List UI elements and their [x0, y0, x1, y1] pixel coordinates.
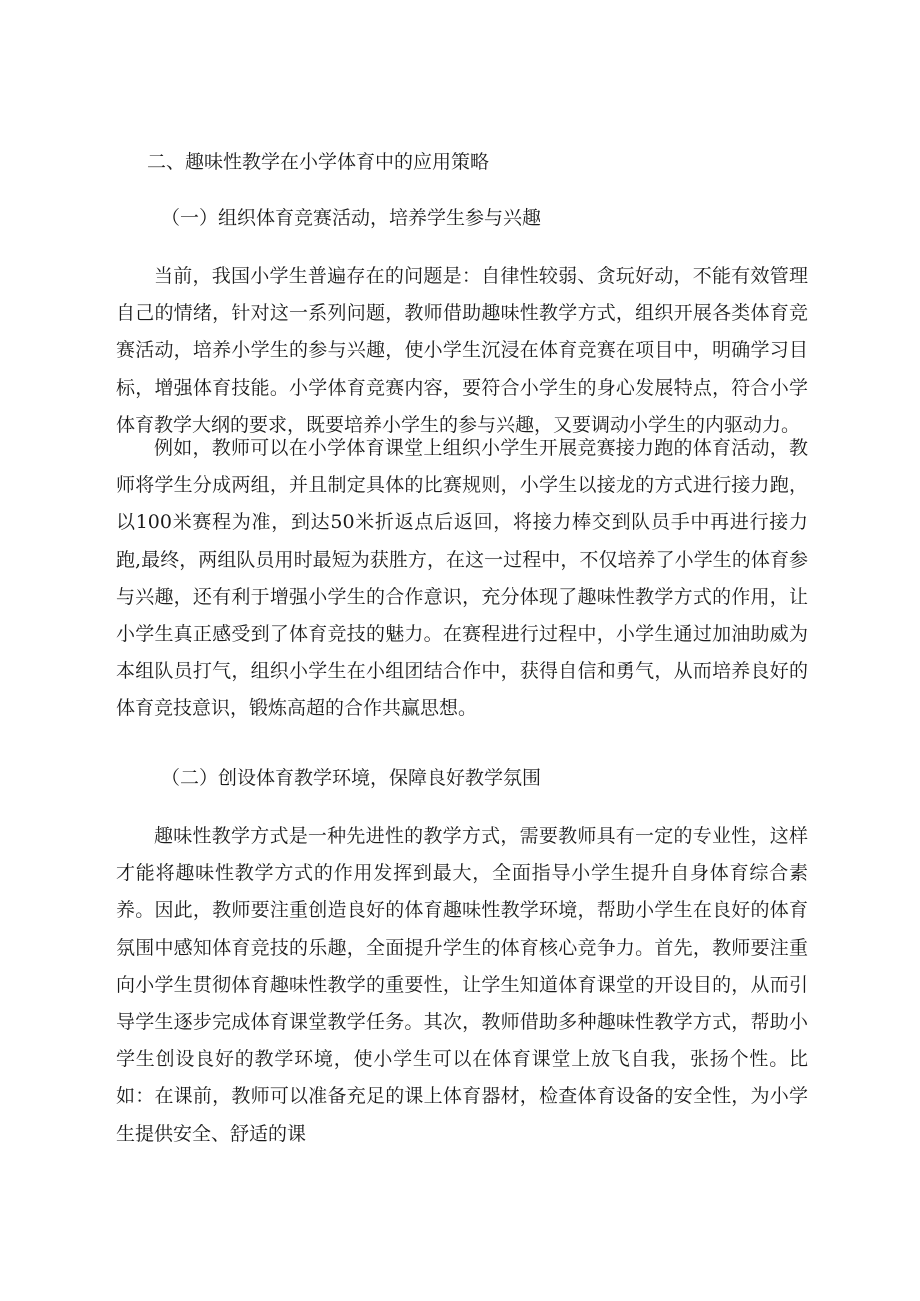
paragraph-2: 例如，教师可以在小学体育课堂上组织小学生开展竞赛接力跑的体育活动，教师将学生分成两组，并且制定具体的比赛规则，小学生以接龙的方式进行接力跑，以100米赛程为准，到达50米折返点后返回，将接力棒交到队员手中再进行接力跑,最终，两组队员用时最短为获胜方，在这一过程中，不仅培养了小学生的体育参与兴趣，还有利于增强小学生的合作意识，充分体现了趣味性教学方式的作用，让小学生真正感受到了体育竞技的魅力。在赛程进行过程中，小学生通过加油助威为本组队员打气，组织小学生在小组团结合作中，获得自信和勇气，从而培养良好的体育竞技意识，锻炼高超的合作共赢思想。 — [116, 437, 808, 720]
section-title: 二、趣味性教学在小学体育中的应用策略 — [147, 151, 490, 173]
subsection-title-1: （一）组织体育竞赛活动，培养学生参与兴趣 — [161, 207, 542, 229]
subsection-title-2: （二）创设体育教学环境，保障良好教学氛围 — [161, 767, 542, 789]
paragraph-1: 当前，我国小学生普遍存在的问题是：自律性较弱、贪玩好动，不能有效管理自己的情绪，针对这一系列问题，教师借助趣味性教学方式，组织开展各类体育竞赛活动，培养小学生的参与兴趣，使小学生沉浸在体育竞赛在项目中，明确学习目标，增强体育技能。小学体育竞赛内容，要符合小学生的身心发展特点，符合小学体育教学大纲的要求，既要培养小学生的参与兴趣，又要调动小学生的内驱动力。 — [116, 265, 808, 436]
paragraph-3: 趣味性教学方式是一种先进性的教学方式，需要教师具有一定的专业性，这样才能将趣味性教学方式的作用发挥到最大，全面指导小学生提升自身体育综合素养。因此，教师要注重创造良好的体育趣味性教学环境，帮助小学生在良好的体育氛围中感知体育竞技的乐趣，全面提升学生的体育核心竞争力。首先，教师要注重向小学生贯彻体育趣味性教学的重要性，让学生知道体育课堂的开设目的，从而引导学生逐步完成体育课堂教学任务。其次，教师借助多种趣味性教学方式，帮助小学生创设良好的教学环境，使小学生可以在体育课堂上放飞自我，张扬个性。比如：在课前，教师可以准备充足的课上体育器材，检查体育设备的安全性，为小学生提供安全、舒适的课 — [116, 825, 808, 1145]
